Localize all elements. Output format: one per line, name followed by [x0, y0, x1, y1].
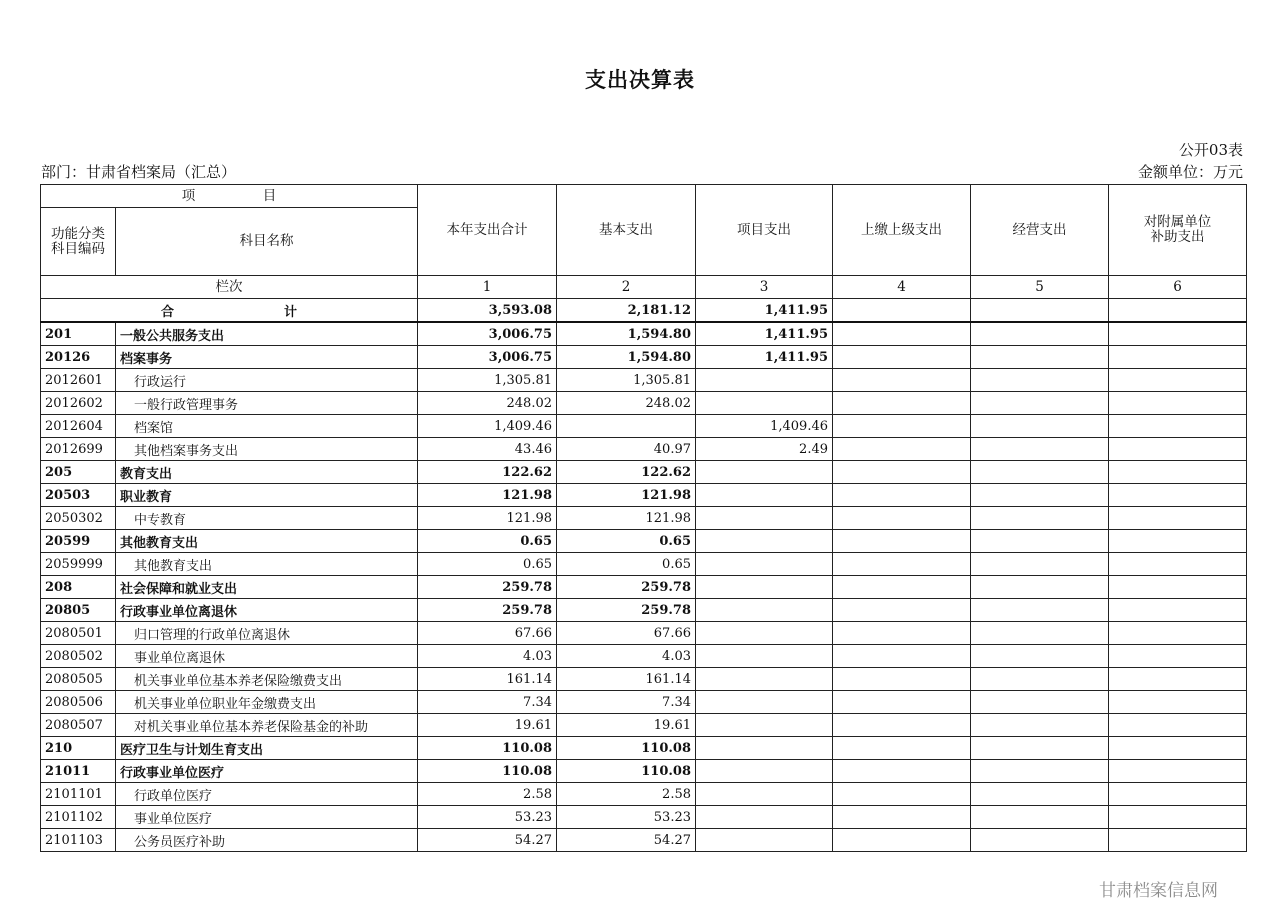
total-cell: 3,593.08 [418, 299, 557, 323]
total-cell: 122.62 [418, 461, 557, 484]
business-cell [971, 346, 1109, 369]
table-row [41, 829, 1247, 852]
business-cell [971, 806, 1109, 829]
total-cell: 7.34 [418, 691, 557, 714]
table-row [41, 392, 1247, 415]
business-cell [971, 668, 1109, 691]
subsidy-cell [1109, 484, 1247, 507]
business-cell [971, 530, 1109, 553]
subsidy-cell [1109, 783, 1247, 806]
table-row [41, 507, 1247, 530]
name-cell: 档案馆 [116, 415, 418, 438]
code-cell: 2059999 [41, 553, 116, 576]
code-cell: 2080507 [41, 714, 116, 737]
name-cell: 其他教育支出 [116, 530, 418, 553]
name-cell: 事业单位医疗 [116, 806, 418, 829]
project-cell [696, 507, 833, 530]
subsidy-cell [1109, 392, 1247, 415]
basic-cell: 19.61 [557, 714, 696, 737]
table-row [41, 783, 1247, 806]
total-cell: 0.65 [418, 553, 557, 576]
remit-cell [833, 507, 971, 530]
total-cell: 110.08 [418, 737, 557, 760]
project-cell [696, 691, 833, 714]
basic-cell: 0.65 [557, 553, 696, 576]
remit-cell [833, 553, 971, 576]
code-cell: 2080501 [41, 622, 116, 645]
amount-unit-label: 金额单位：万元 [1137, 163, 1243, 181]
table-row [41, 691, 1247, 714]
name-cell: 机关事业单位职业年金缴费支出 [116, 691, 418, 714]
total-cell: 1,305.81 [418, 369, 557, 392]
business-cell [971, 691, 1109, 714]
code-cell: 21011 [41, 760, 116, 783]
remit-cell [833, 369, 971, 392]
name-cell: 档案事务 [116, 346, 418, 369]
form-number: 公开03表 [1178, 141, 1243, 159]
total-label [41, 299, 418, 323]
total-label-b: 计 [284, 304, 298, 320]
code-cell: 20805 [41, 599, 116, 622]
subsidy-cell [1109, 461, 1247, 484]
name-cell: 一般公共服务支出 [116, 322, 418, 346]
code-cell: 20599 [41, 530, 116, 553]
row-number: 4 [833, 276, 971, 299]
basic-cell: 7.34 [557, 691, 696, 714]
table-row [41, 714, 1247, 737]
remit-cell [833, 806, 971, 829]
basic-cell: 110.08 [557, 737, 696, 760]
name-cell: 行政运行 [116, 369, 418, 392]
total-cell: 1,409.46 [418, 415, 557, 438]
business-cell [971, 484, 1109, 507]
row-number: 1 [418, 276, 557, 299]
project-cell [696, 760, 833, 783]
basic-cell: 0.65 [557, 530, 696, 553]
subsidy-cell [1109, 322, 1247, 346]
remit-cell [833, 576, 971, 599]
code-cell: 2080505 [41, 668, 116, 691]
row-number: 2 [557, 276, 696, 299]
project-cell [696, 369, 833, 392]
basic-cell: 54.27 [557, 829, 696, 852]
name-cell: 教育支出 [116, 461, 418, 484]
business-cell [971, 829, 1109, 852]
project-cell [696, 576, 833, 599]
basic-cell: 1,305.81 [557, 369, 696, 392]
remit-cell [833, 714, 971, 737]
table-row [41, 599, 1247, 622]
project-cell [696, 668, 833, 691]
remit-cell [833, 461, 971, 484]
subsidy-cell [1109, 530, 1247, 553]
subsidy-cell [1109, 438, 1247, 461]
business-cell [971, 783, 1109, 806]
business-cell [971, 415, 1109, 438]
total-row [41, 299, 1247, 323]
row-number-label: 栏次 [41, 276, 418, 299]
code-cell: 201 [41, 322, 116, 346]
subsidy-cell [1109, 576, 1247, 599]
name-cell: 一般行政管理事务 [116, 392, 418, 415]
remit-cell [833, 760, 971, 783]
basic-cell: 259.78 [557, 599, 696, 622]
business-cell [971, 737, 1109, 760]
table-row [41, 668, 1247, 691]
col-project-header: 项目支出 [696, 185, 833, 276]
col-basic-header: 基本支出 [557, 185, 696, 276]
table-row [41, 645, 1247, 668]
project-cell [696, 783, 833, 806]
code-cell: 2101103 [41, 829, 116, 852]
project-cell [696, 737, 833, 760]
col-business-header: 经营支出 [971, 185, 1109, 276]
business-cell [971, 553, 1109, 576]
basic-cell: 122.62 [557, 461, 696, 484]
business-cell [971, 714, 1109, 737]
total-cell: 248.02 [418, 392, 557, 415]
table-row [41, 484, 1247, 507]
remit-cell [833, 322, 971, 346]
project-cell [696, 553, 833, 576]
row-number: 5 [971, 276, 1109, 299]
subsidy-cell [1109, 760, 1247, 783]
total-cell: 3,006.75 [418, 346, 557, 369]
basic-cell: 4.03 [557, 645, 696, 668]
col-total-header: 本年支出合计 [418, 185, 557, 276]
code-cell: 2101102 [41, 806, 116, 829]
code-cell: 210 [41, 737, 116, 760]
subsidy-cell [1109, 737, 1247, 760]
remit-cell [833, 737, 971, 760]
basic-cell: 121.98 [557, 507, 696, 530]
code-cell: 2012602 [41, 392, 116, 415]
subsidy-cell [1109, 507, 1247, 530]
business-cell [971, 576, 1109, 599]
code-cell: 205 [41, 461, 116, 484]
table-row [41, 806, 1247, 829]
project-cell [696, 622, 833, 645]
remit-cell [833, 392, 971, 415]
subsidy-cell [1109, 829, 1247, 852]
total-cell: 121.98 [418, 507, 557, 530]
project-cell [696, 806, 833, 829]
name-cell: 机关事业单位基本养老保险缴费支出 [116, 668, 418, 691]
table-row [41, 322, 1247, 346]
remit-cell [833, 299, 971, 323]
subsidy-cell [1109, 369, 1247, 392]
code-cell: 2012604 [41, 415, 116, 438]
basic-cell: 161.14 [557, 668, 696, 691]
table-row [41, 415, 1247, 438]
name-header: 科目名称 [116, 208, 418, 276]
table-row [41, 576, 1247, 599]
total-cell: 54.27 [418, 829, 557, 852]
name-cell: 医疗卫生与计划生育支出 [116, 737, 418, 760]
business-cell [971, 599, 1109, 622]
col-remit-header: 上缴上级支出 [833, 185, 971, 276]
total-cell: 67.66 [418, 622, 557, 645]
remit-cell [833, 346, 971, 369]
project-cell [696, 484, 833, 507]
code-cell: 2012699 [41, 438, 116, 461]
project-cell [696, 599, 833, 622]
basic-cell: 2.58 [557, 783, 696, 806]
col-subsidy-header: 对附属单位 补助支出 [1109, 185, 1247, 276]
name-cell: 职业教育 [116, 484, 418, 507]
department-label: 部门：甘肃省档案局（汇总） [41, 163, 237, 181]
project-cell [696, 530, 833, 553]
remit-cell [833, 668, 971, 691]
subsidy-cell [1109, 714, 1247, 737]
business-cell [971, 645, 1109, 668]
table-row [41, 737, 1247, 760]
table-row [41, 369, 1247, 392]
total-cell: 161.14 [418, 668, 557, 691]
table-row [41, 346, 1247, 369]
code-cell: 2080502 [41, 645, 116, 668]
table-row [41, 461, 1247, 484]
basic-cell: 67.66 [557, 622, 696, 645]
expenditure-table [40, 184, 1247, 852]
remit-cell [833, 829, 971, 852]
table-row [41, 760, 1247, 783]
code-cell: 20503 [41, 484, 116, 507]
total-cell: 259.78 [418, 576, 557, 599]
remit-cell [833, 530, 971, 553]
remit-cell [833, 484, 971, 507]
remit-cell [833, 599, 971, 622]
total-cell: 110.08 [418, 760, 557, 783]
subsidy-cell [1109, 691, 1247, 714]
name-cell: 其他档案事务支出 [116, 438, 418, 461]
watermark: 甘肃档案信息网 [1099, 881, 1218, 901]
basic-cell: 40.97 [557, 438, 696, 461]
business-cell [971, 760, 1109, 783]
remit-cell [833, 415, 971, 438]
subsidy-cell [1109, 668, 1247, 691]
total-cell: 259.78 [418, 599, 557, 622]
total-cell: 43.46 [418, 438, 557, 461]
business-cell [971, 369, 1109, 392]
table-row [41, 438, 1247, 461]
business-cell [971, 622, 1109, 645]
business-cell [971, 392, 1109, 415]
name-cell: 行政事业单位离退休 [116, 599, 418, 622]
code-cell: 2050302 [41, 507, 116, 530]
business-cell [971, 438, 1109, 461]
project-cell [696, 461, 833, 484]
name-cell: 对机关事业单位基本养老保险基金的补助 [116, 714, 418, 737]
name-cell: 行政事业单位医疗 [116, 760, 418, 783]
subsidy-cell [1109, 553, 1247, 576]
project-cell: 1,411.95 [696, 346, 833, 369]
business-cell [971, 461, 1109, 484]
subsidy-cell [1109, 346, 1247, 369]
basic-cell: 248.02 [557, 392, 696, 415]
name-cell: 其他教育支出 [116, 553, 418, 576]
subsidy-cell [1109, 806, 1247, 829]
business-cell [971, 507, 1109, 530]
remit-cell [833, 438, 971, 461]
basic-cell: 2,181.12 [557, 299, 696, 323]
remit-cell [833, 645, 971, 668]
total-cell: 0.65 [418, 530, 557, 553]
basic-cell: 1,594.80 [557, 346, 696, 369]
remit-cell [833, 622, 971, 645]
basic-cell: 121.98 [557, 484, 696, 507]
code-cell: 2101101 [41, 783, 116, 806]
total-cell: 19.61 [418, 714, 557, 737]
project-cell [696, 645, 833, 668]
code-cell: 20126 [41, 346, 116, 369]
table-row [41, 622, 1247, 645]
basic-cell: 53.23 [557, 806, 696, 829]
name-cell: 公务员医疗补助 [116, 829, 418, 852]
total-cell: 53.23 [418, 806, 557, 829]
project-cell [696, 829, 833, 852]
basic-cell [557, 415, 696, 438]
business-cell [971, 299, 1109, 323]
row-number: 3 [696, 276, 833, 299]
total-cell: 3,006.75 [418, 322, 557, 346]
row-number: 6 [1109, 276, 1247, 299]
remit-cell [833, 691, 971, 714]
code-cell: 2080506 [41, 691, 116, 714]
code-cell: 208 [41, 576, 116, 599]
table-row [41, 553, 1247, 576]
item-header: 项 目 [41, 185, 418, 208]
basic-cell: 1,594.80 [557, 322, 696, 346]
remit-cell [833, 783, 971, 806]
name-cell: 事业单位离退休 [116, 645, 418, 668]
total-cell: 2.58 [418, 783, 557, 806]
basic-cell: 259.78 [557, 576, 696, 599]
project-cell: 1,411.95 [696, 299, 833, 323]
code-header: 功能分类 科目编码 [41, 208, 116, 276]
project-cell: 1,409.46 [696, 415, 833, 438]
project-cell: 1,411.95 [696, 322, 833, 346]
total-cell: 4.03 [418, 645, 557, 668]
project-cell: 2.49 [696, 438, 833, 461]
project-cell [696, 392, 833, 415]
name-cell: 归口管理的行政单位离退休 [116, 622, 418, 645]
subsidy-cell [1109, 645, 1247, 668]
page-title: 支出决算表 [585, 67, 695, 92]
basic-cell: 110.08 [557, 760, 696, 783]
name-cell: 中专教育 [116, 507, 418, 530]
name-cell: 社会保障和就业支出 [116, 576, 418, 599]
total-cell: 121.98 [418, 484, 557, 507]
subsidy-cell [1109, 622, 1247, 645]
table-row [41, 530, 1247, 553]
name-cell: 行政单位医疗 [116, 783, 418, 806]
code-cell: 2012601 [41, 369, 116, 392]
subsidy-cell [1109, 299, 1247, 323]
business-cell [971, 322, 1109, 346]
subsidy-cell [1109, 599, 1247, 622]
total-label-a: 合 [160, 304, 174, 320]
project-cell [696, 714, 833, 737]
subsidy-cell [1109, 415, 1247, 438]
